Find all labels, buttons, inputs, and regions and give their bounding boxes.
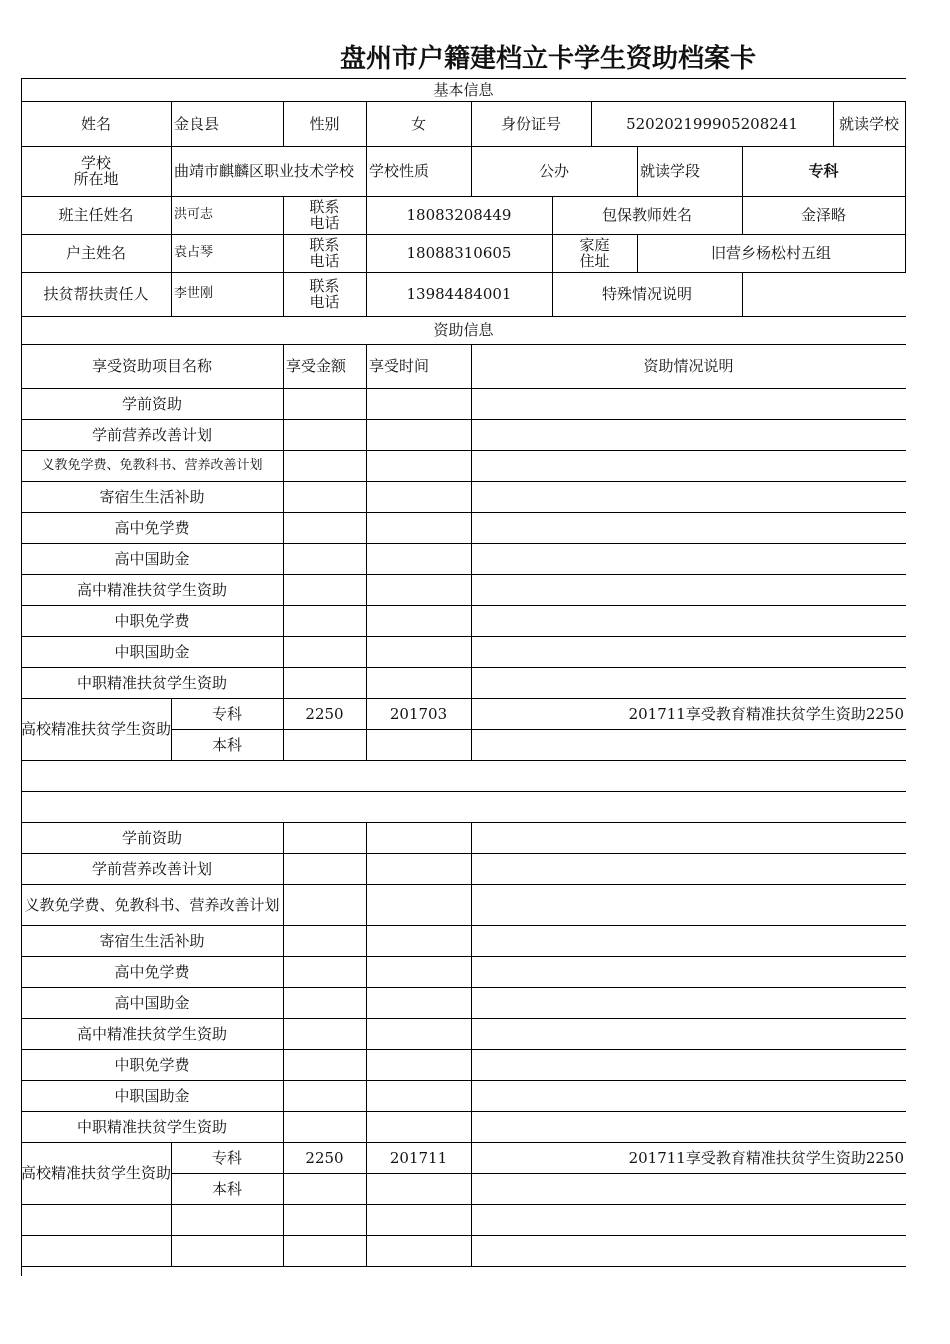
grid-line [283,822,284,853]
funding-item-label: 高中免学费 [114,962,190,981]
grid-line [471,987,472,1018]
package-teacher-label: 包保教师姓名 [601,206,692,224]
grid-line [905,196,906,234]
name-value: 金良县 [174,114,220,133]
grid-line [283,884,284,925]
grid-line [471,884,472,925]
package-teacher-value: 金泽略 [800,206,846,224]
grid-line [283,667,284,698]
special-label: 特殊情况说明 [601,285,692,303]
grid-line [471,1080,472,1111]
teacher-label: 班主任姓名 [58,206,134,224]
grid-line [905,146,906,196]
funding-item-label: 寄宿生生活补助 [99,931,205,950]
page-title: 盘州市户籍建档立卡学生资助档案卡 [340,44,757,74]
grid-line [471,512,472,543]
grid-line [366,1235,367,1266]
grid-line [471,543,472,574]
grid-line [471,1111,472,1142]
specialty-time: 201703 [389,704,448,723]
funding-item-label: 高中国助金 [114,549,190,568]
grid-line [366,1080,367,1111]
grid-line [366,1018,367,1049]
id-number-value: 520202199905208241 [626,114,798,133]
grid-line [471,1018,472,1049]
undergrad-label: 本科 [211,735,242,754]
grid-line [471,1049,472,1080]
funding-item-label: 学前营养改善计划 [91,425,212,444]
special-value [742,272,905,316]
home-address-label: 家庭 住址 [579,236,610,270]
funding-item-label: 中职精准扶贫学生资助 [76,1117,227,1136]
grid-line [366,1049,367,1080]
col-desc-header: 资助情况说明 [643,357,734,375]
teacher-phone-value: 18083208449 [406,206,512,224]
school-location-value: 曲靖市麒麟区职业技术学校 [174,162,355,180]
grid-line [366,450,367,481]
grid-line [171,1235,172,1266]
funding-item-label: 高中国助金 [114,993,190,1012]
gender-label: 性别 [309,114,340,133]
teacher-value: 洪可志 [174,207,214,222]
specialty-label: 专科 [211,704,242,723]
grid-line [283,1111,284,1142]
grid-line [471,636,472,667]
funding-item-label: 中职国助金 [114,1086,190,1105]
grid-line [283,605,284,636]
grid-line [283,388,284,419]
grid-line [471,853,472,884]
grid-line [366,543,367,574]
specialty-time: 201711 [389,1148,448,1167]
grid-line [471,388,472,419]
col-amount-header: 享受金额 [286,357,347,375]
grid-line [283,512,284,543]
specialty-amount: 2250 [305,1148,344,1167]
grid-line [283,1235,284,1266]
section-header-funding: 资助信息 [433,321,494,339]
grid-line [283,925,284,956]
funding-item-label: 学前营养改善计划 [91,859,212,878]
grid-line [471,956,472,987]
grid-line [283,481,284,512]
section-header-basic: 基本信息 [433,80,494,99]
grid-line [471,450,472,481]
college-aid-label: 高校精准扶贫学生资助 [21,1164,171,1182]
funding-item-label: 学前资助 [121,828,182,847]
col-time-header: 享受时间 [369,357,430,375]
grid-line [366,956,367,987]
grid-line [283,987,284,1018]
funding-item-label: 中职免学费 [114,611,190,630]
grid-line [283,1080,284,1111]
grid-line [366,419,367,450]
school-label: 就读学校 [838,114,899,133]
grid-line [366,822,367,853]
name-label: 姓名 [80,114,111,133]
funding-item-label: 义教免学费、免教科书、营养改善计划 [41,457,263,473]
grid-line [366,481,367,512]
funding-item-label: 寄宿生生活补助 [99,487,205,506]
id-label: 身份证号 [500,114,561,133]
undergrad-label: 本科 [211,1179,242,1198]
funding-item-label: 高中精准扶贫学生资助 [76,580,227,599]
grid-line [471,574,472,605]
grid-line [283,956,284,987]
grid-line [471,419,472,450]
grid-line [366,1204,367,1235]
school-location-label: 学校 所在地 [73,154,119,188]
school-type-label: 学校性质 [369,162,430,180]
specialty-description: 201711享受教育精准扶贫学生资助2250 [628,1148,904,1167]
funding-item-label: 中职精准扶贫学生资助 [76,673,227,692]
grid-line [283,450,284,481]
grid-line [471,605,472,636]
grid-line [366,574,367,605]
grid-line [21,791,906,792]
grid-line [366,636,367,667]
funding-item-label: 中职免学费 [114,1055,190,1074]
grid-line [366,1111,367,1142]
grid-line [283,853,284,884]
grid-line [471,925,472,956]
household-phone-label: 联系 电话 [309,236,340,270]
grid-line [283,543,284,574]
grid-line [366,512,367,543]
funding-item-label: 中职国助金 [114,642,190,661]
aid-phone-label: 联系 电话 [309,277,340,311]
grid-line [471,481,472,512]
stage-value: 专科 [808,162,839,180]
specialty-label: 专科 [211,1148,242,1167]
household-head-label: 户主姓名 [65,244,126,262]
specialty-description: 201711享受教育精准扶贫学生资助2250 [628,704,904,723]
specialty-amount: 2250 [305,704,344,723]
home-address-value: 旧营乡杨松村五组 [710,244,831,262]
grid-line [366,884,367,925]
grid-line [21,1266,906,1267]
household-head-value: 袁占琴 [174,245,214,260]
teacher-phone-label: 联系 电话 [309,198,340,232]
aid-phone-value: 13984484001 [406,285,512,303]
grid-line [366,605,367,636]
grid-line [366,853,367,884]
grid-line [283,419,284,450]
grid-line [283,1204,284,1235]
grid-line [171,1204,172,1235]
grid-line [366,388,367,419]
grid-line [471,1204,472,1235]
grid-line [471,822,472,853]
grid-line [283,574,284,605]
grid-line [21,1204,906,1205]
gender-value: 女 [410,114,426,133]
stage-label: 就读学段 [640,162,701,180]
col-project-header: 享受资助项目名称 [91,357,212,375]
grid-line [905,101,906,146]
grid-line [21,760,906,761]
college-aid-label: 高校精准扶贫学生资助 [21,720,171,738]
aid-person-value: 李世刚 [174,286,214,301]
funding-item-label: 高中精准扶贫学生资助 [76,1024,227,1043]
grid-line [905,234,906,272]
grid-line [21,1235,906,1236]
grid-line [366,987,367,1018]
funding-item-label: 学前资助 [121,394,182,413]
aid-person-label: 扶贫帮扶责任人 [43,285,149,303]
school-type-value: 公办 [538,162,569,180]
grid-line [471,667,472,698]
funding-item-label: 高中免学费 [114,518,190,537]
grid-line [366,925,367,956]
grid-line [283,1049,284,1080]
grid-line [283,636,284,667]
household-phone-value: 18088310605 [406,244,512,262]
grid-line [366,667,367,698]
grid-line [283,1018,284,1049]
funding-item-label: 义教免学费、免教科书、营养改善计划 [24,895,280,914]
grid-line [471,1235,472,1266]
